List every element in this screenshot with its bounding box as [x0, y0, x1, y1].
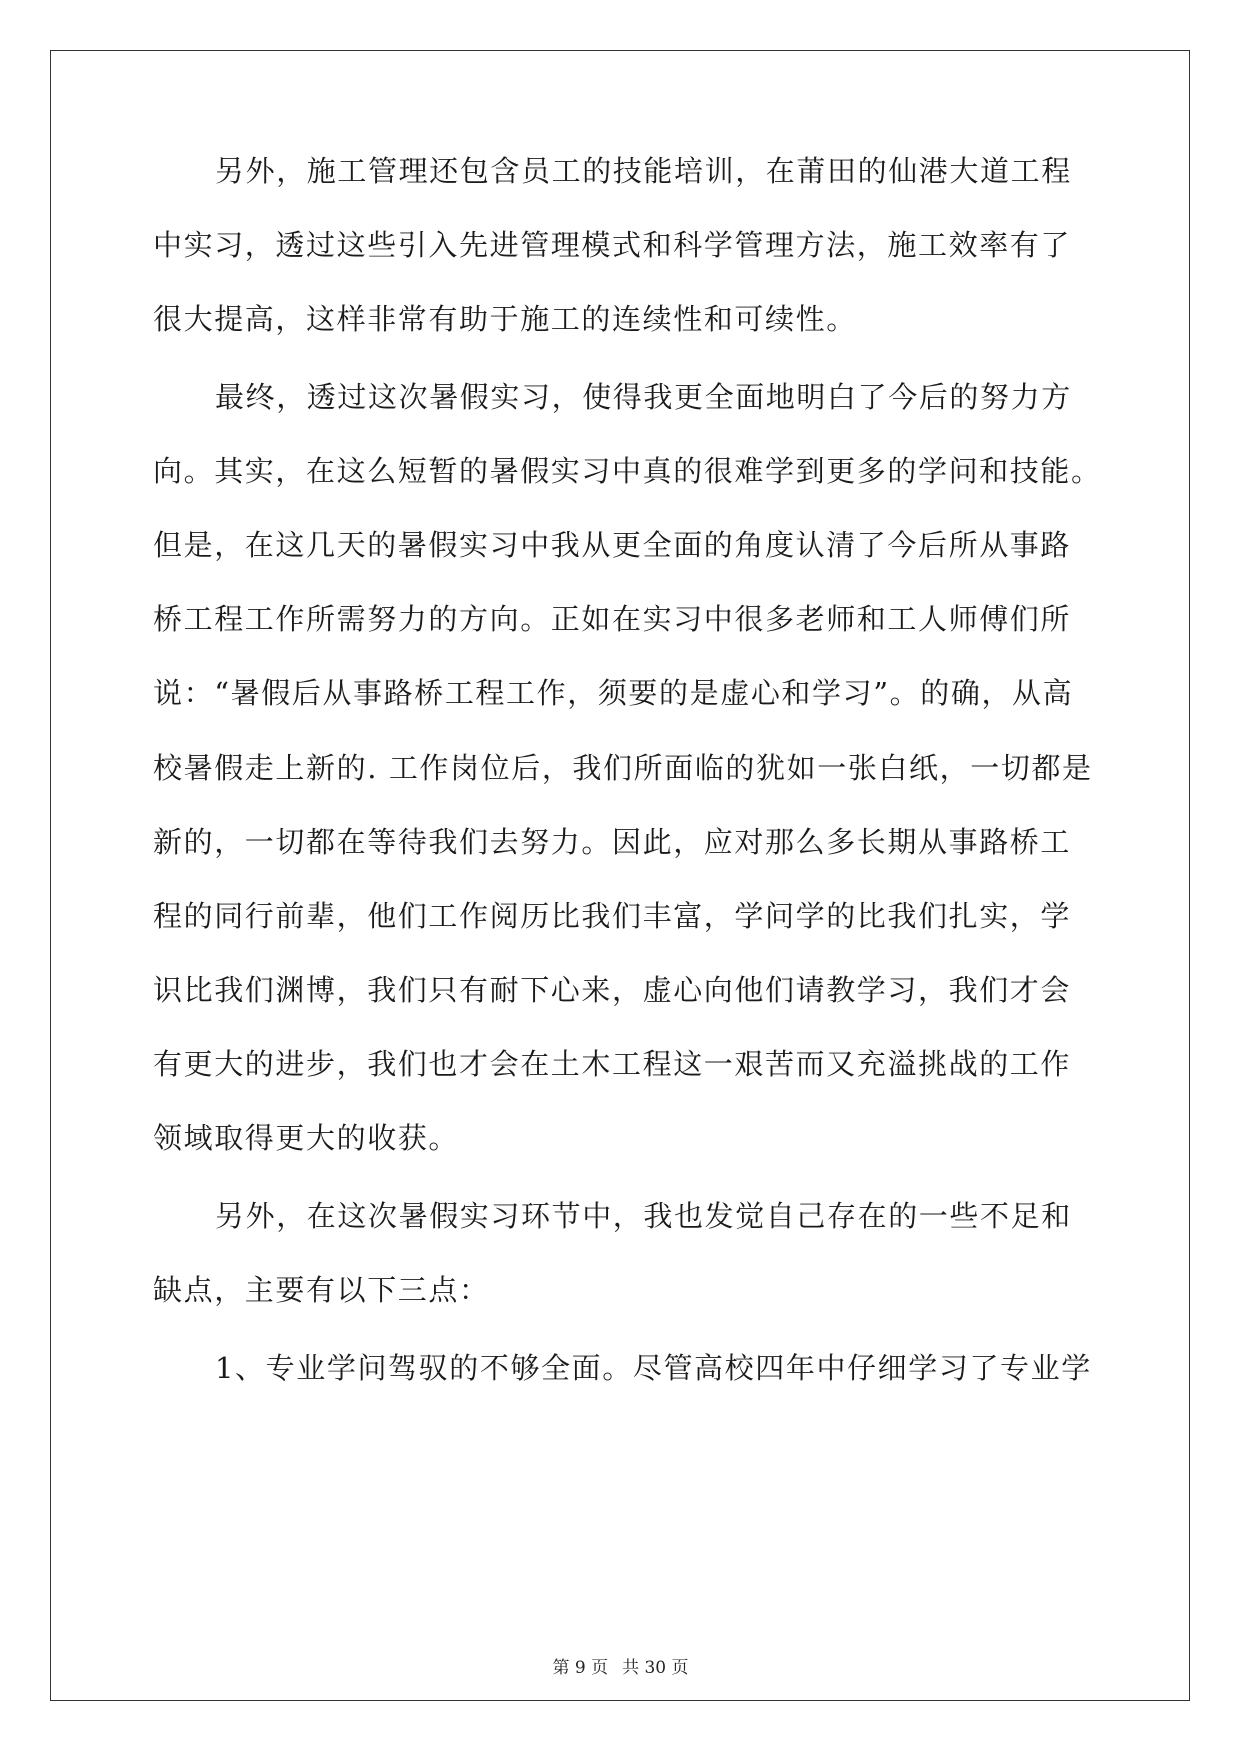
- paragraph-line: 校暑假走上新的. 工作岗位后，我们所面临的犹如一张白纸，一切都是: [153, 751, 1093, 785]
- page-border: [50, 50, 1190, 1701]
- paragraph-line: 程的同行前辈，他们工作阅历比我们丰富，学问学的比我们扎实，学: [153, 899, 1072, 933]
- paragraph-line: 有更大的进步，我们也才会在土木工程这一艰苦而又充溢挑战的工作: [153, 1047, 1072, 1081]
- paragraph-line: 1、专业学问驾驭的不够全面。尽管高校四年中仔细学习了专业学: [215, 1351, 1092, 1385]
- paragraph-line: 缺点，主要有以下三点：: [153, 1273, 490, 1307]
- paragraph-line: 另外，在这次暑假实习环节中，我也发觉自己存在的一些不足和: [215, 1199, 1072, 1233]
- paragraph-line: 识比我们渊博，我们只有耐下心来，虚心向他们请教学习，我们才会: [153, 973, 1072, 1007]
- paragraph-line: 向。其实，在这么短暂的暑假实习中真的很难学到更多的学问和技能。: [153, 454, 1102, 488]
- page-footer: [0, 1656, 1241, 1680]
- paragraph-line: 但是，在这几天的暑假实习中我从更全面的角度认清了今后所从事路: [153, 528, 1072, 562]
- paragraph-line: 最终，透过这次暑假实习，使得我更全面地明白了今后的努力方: [215, 380, 1072, 414]
- paragraph-line: 领域取得更大的收获。: [153, 1121, 460, 1155]
- paragraph-line: 另外，施工管理还包含员工的技能培训，在莆田的仙港大道工程: [215, 154, 1072, 188]
- total-page-count: 共 30 页: [622, 1658, 689, 1678]
- paragraph-line: 很大提高，这样非常有助于施工的连续性和可续性。: [153, 302, 857, 336]
- paragraph-line: 新的，一切都在等待我们去努力。因此，应对那么多长期从事路桥工: [153, 825, 1072, 859]
- paragraph-line: 说：“暑假后从事路桥工程工作，须要的是虚心和学习”。的确，从高: [153, 676, 1074, 710]
- paragraph-line: 中实习，透过这些引入先进管理模式和科学管理方法，施工效率有了: [153, 228, 1072, 262]
- current-page-number: 第 9 页: [552, 1658, 609, 1678]
- paragraph-line: 桥工程工作所需努力的方向。正如在实习中很多老师和工人师傅们所: [153, 602, 1072, 636]
